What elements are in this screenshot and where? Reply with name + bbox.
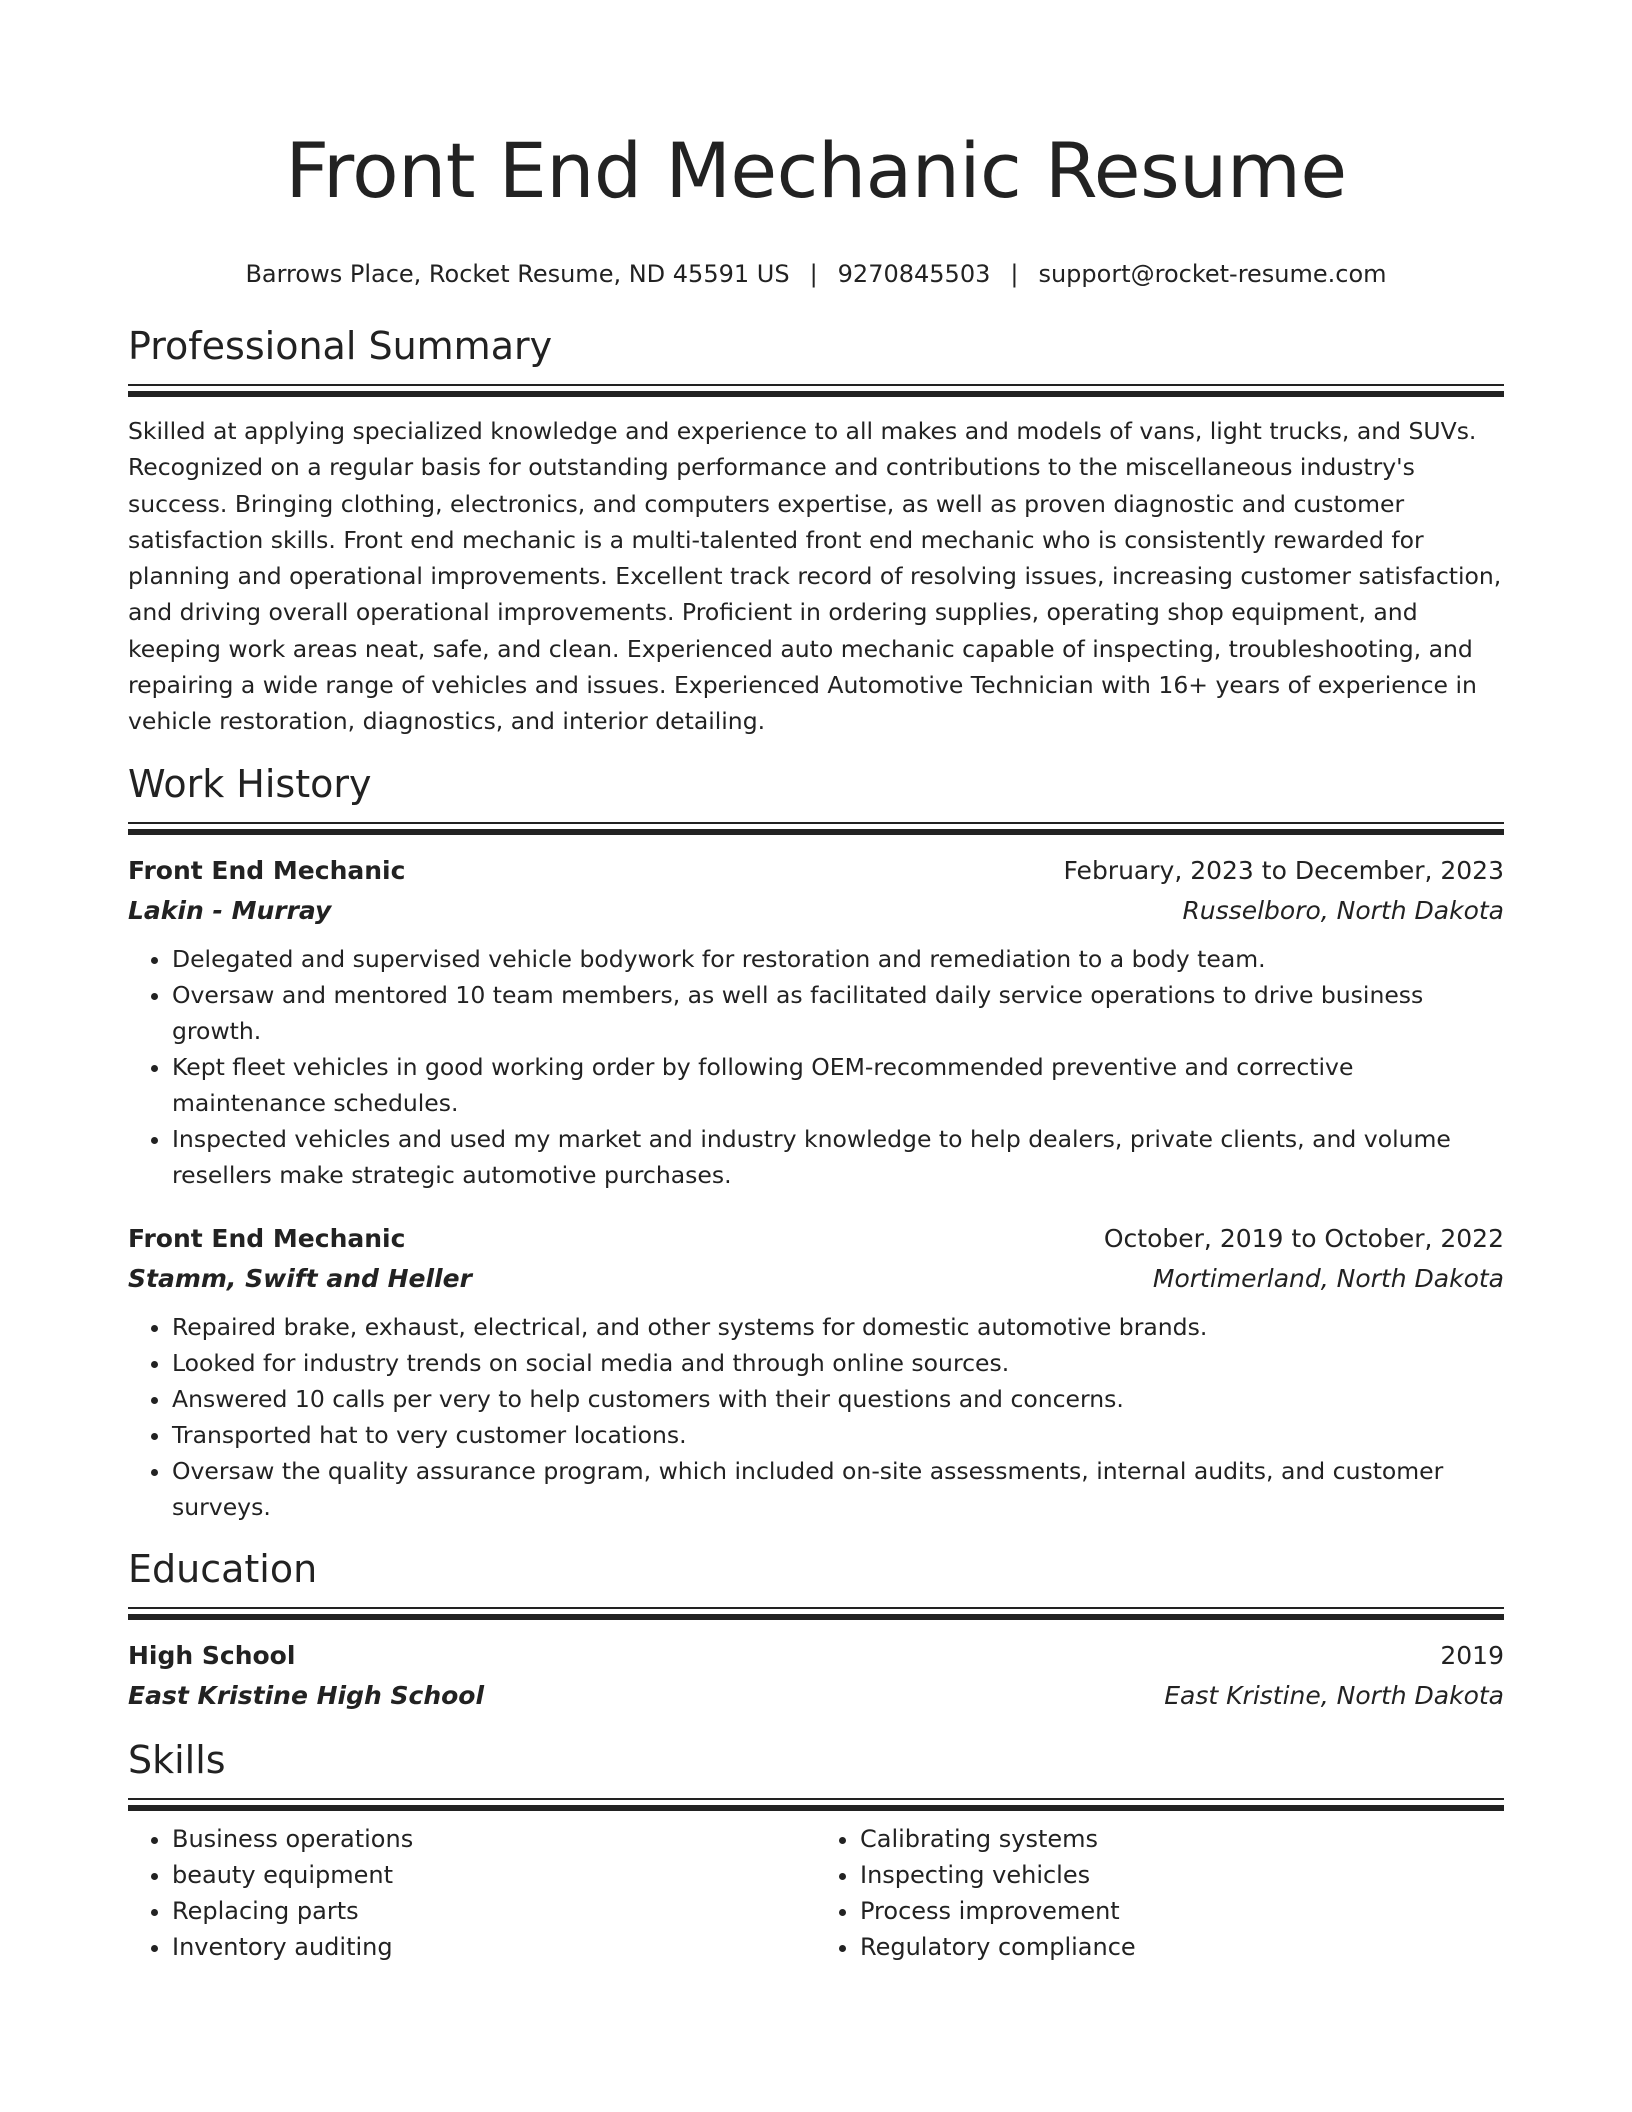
job-bullet: • Delegated and supervised vehicle bodywork for restoration and remediation to a body team. [172,941,1504,977]
skill-item: • beauty equipment [172,1857,816,1893]
skill-item: • Calibrating systems [860,1821,1504,1857]
contact-separator: | [1010,260,1019,288]
job-dates: October, 2019 to October, 2022 [1103,1223,1504,1253]
section-divider [128,822,1504,835]
skill-item: • Inspecting vehicles [860,1857,1504,1893]
section-divider [128,1607,1504,1620]
skills-column-right [816,1821,1504,1965]
skill-item: • Inventory auditing [172,1929,816,1965]
skills-list [128,1821,1504,1965]
job-bullet: • Oversaw the quality assurance program, which included on-site assessments, internal audits, and customer surveys. [172,1453,1504,1525]
job-bullet: • Transported hat to very customer locations. [172,1417,1504,1453]
section-divider [128,1798,1504,1811]
job-bullets [128,1309,1504,1525]
contact-line [128,256,1504,292]
job-company: Stamm, Swift and Heller [128,1263,472,1293]
job-bullets [128,941,1504,1193]
section-heading-work-history: Work History [128,761,372,806]
job-entry [128,1219,1504,1525]
work-history-section [128,760,1504,1525]
job-bullet: • Repaired brake, exhaust, electrical, and other systems for domestic automotive brands. [172,1309,1504,1345]
job-location: Mortimerland, North Dakota [1152,1263,1504,1293]
contact-address: Barrows Place, Rocket Resume, ND 45591 US [245,260,790,288]
section-heading-education: Education [128,1546,318,1591]
job-title: Front End Mechanic [128,1223,406,1253]
education-degree: High School [128,1640,296,1670]
skill-item: • Process improvement [860,1893,1504,1929]
contact-separator: | [809,260,818,288]
education-location: East Kristine, North Dakota [1164,1680,1504,1710]
job-bullet: • Inspected vehicles and used my market and industry knowledge to help dealers, private clients, and volume resellers make strategic automotive purchases. [172,1121,1504,1193]
job-company: Lakin - Murray [128,895,332,925]
skill-item: • Replacing parts [172,1893,816,1929]
job-bullet: • Kept fleet vehicles in good working order by following OEM-recommended preventive and corrective maintenance schedules. [172,1049,1504,1121]
education-year: 2019 [1440,1640,1504,1670]
job-location: Russelboro, North Dakota [1182,895,1504,925]
job-bullet: • Oversaw and mentored 10 team members, as well as facilitated daily service operations to drive business growth. [172,977,1504,1049]
summary-section [128,322,1504,740]
job-bullet: • Answered 10 calls per very to help customers with their questions and concerns. [172,1381,1504,1417]
skills-section [128,1736,1504,1965]
section-heading-skills: Skills [128,1737,226,1782]
education-school: East Kristine High School [128,1680,485,1710]
job-dates: February, 2023 to December, 2023 [1063,855,1504,885]
education-entry [128,1636,1504,1716]
education-section [128,1545,1504,1716]
skills-column-left [128,1821,816,1965]
section-heading-summary: Professional Summary [128,324,553,368]
summary-text: Skilled at applying specialized knowledge and experience to all makes and models of vans, light trucks, and SUVs. Recognized on a regular basis for outstanding performance and contributions to the miscellaneous industry's success. Bringing clothing, electronics, and computers expertise, as well as proven diagnostic and customer satisfaction skills. Front end mechanic is a multi-talented front end mechanic who is consistently rewarded for planning and operational improvements. Excellent track record of resolving issues, increasing customer satisfaction, and driving overall operational improvements. Proficient in ordering supplies, operating shop equipment, and keeping work areas neat, safe, and clean. Experienced auto mechanic capable of inspecting, troubleshooting, and repairing a wide range of vehicles and issues. Experienced Automotive Technician with 16+ years of experience in vehicle restoration, diagnostics, and interior detailing. [128,417,1502,736]
job-bullet: • Looked for industry trends on social media and through online sources. [172,1345,1504,1381]
section-divider [128,384,1504,397]
contact-email[interactable]: support@rocket-resume.com [1038,260,1387,288]
skill-item: • Regulatory compliance [860,1929,1504,1965]
job-title: Front End Mechanic [128,855,406,885]
skill-item: • Business operations [172,1821,816,1857]
resume-title: Front End Mechanic Resume [285,126,1347,215]
contact-phone: 9270845503 [837,260,991,288]
job-entry [128,851,1504,1193]
